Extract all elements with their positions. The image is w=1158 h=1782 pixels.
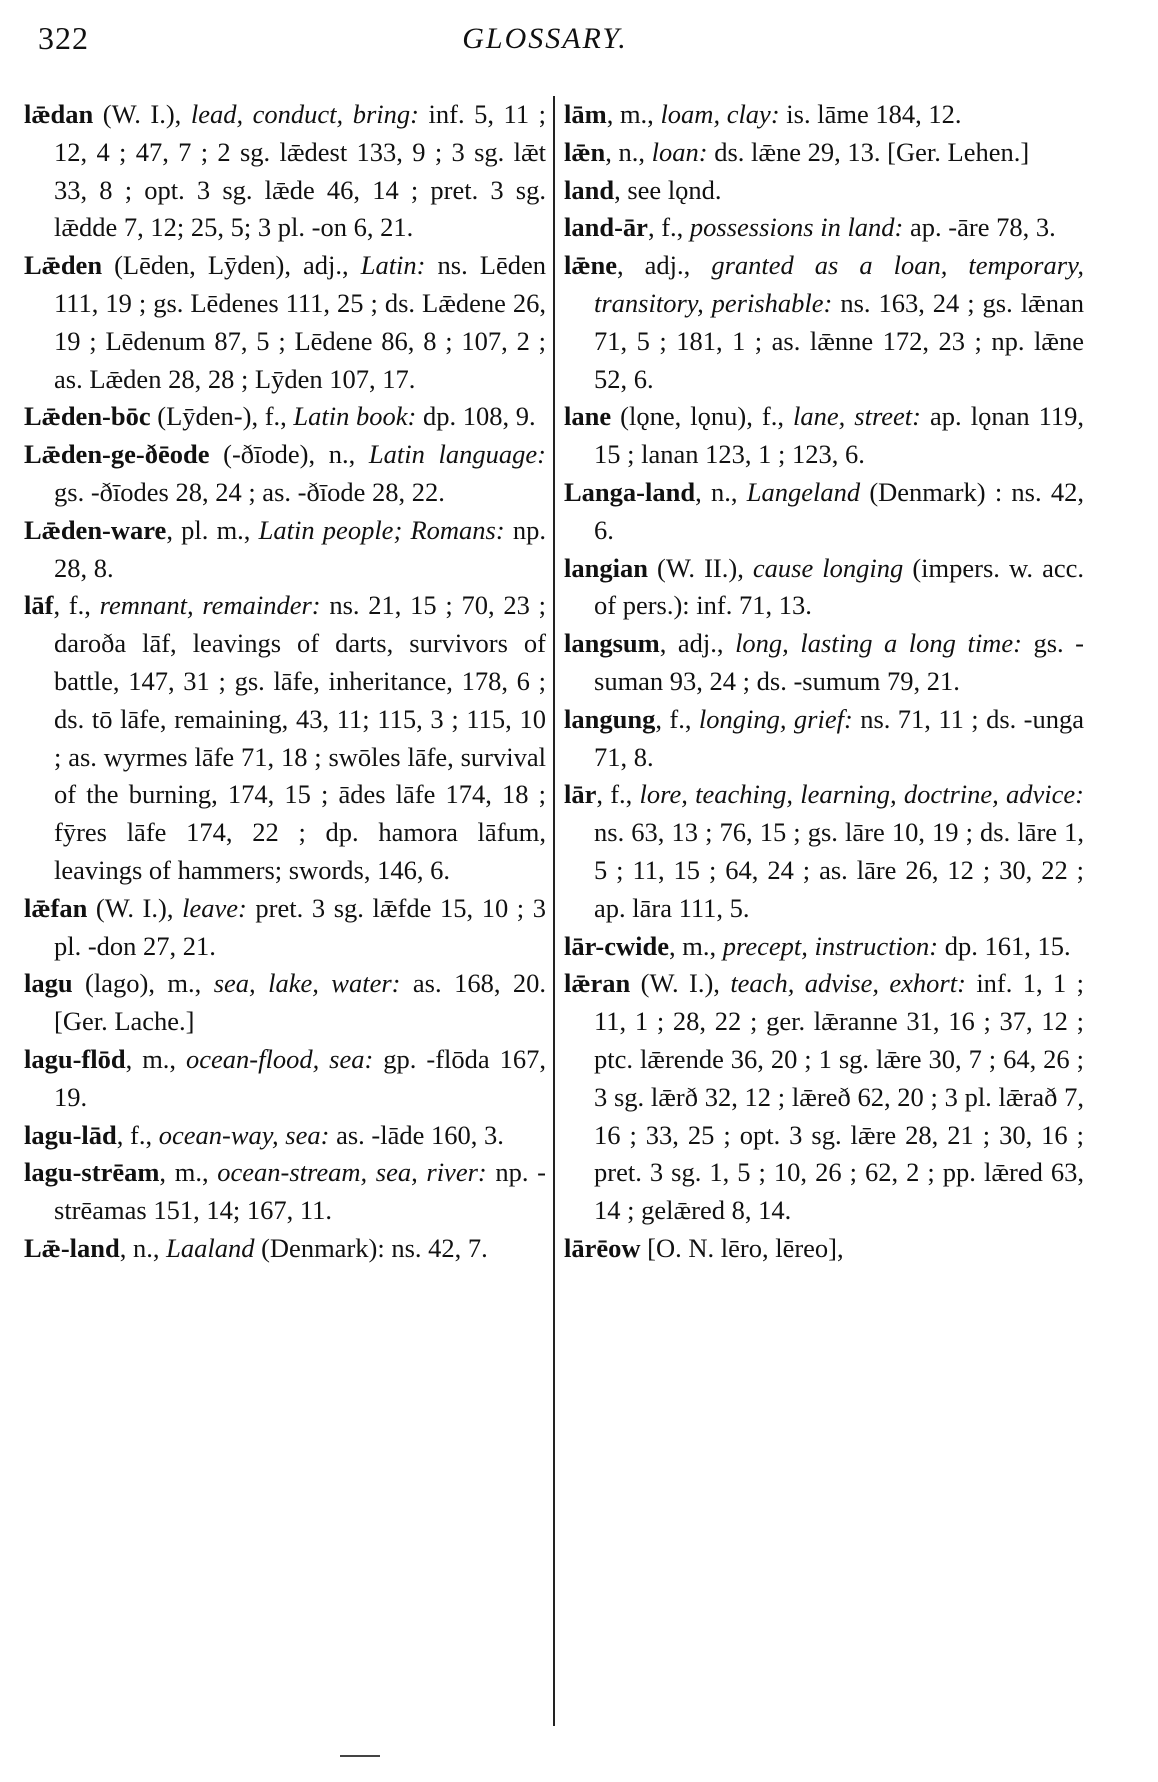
entry-grammar: , n., [695,476,747,507]
glossary-entry [564,398,1084,474]
glossary-entry [564,134,1084,172]
entry-definition: Latin people; Romans: [258,514,505,545]
glossary-entry [24,512,546,588]
entry-citations: (Denmark) : ns. 42, 6. [594,476,1084,545]
entry-definition: lane, street: [792,401,921,432]
entry-citations: ap. -āre 78, 3. [903,212,1056,243]
glossary-entry [564,965,1084,1230]
entry-grammar: , adj., [617,250,712,281]
entry-grammar: (-ðīode), n., [209,439,369,470]
entry-headword: lagu-lād [24,1119,117,1150]
entry-citations: gs. -suman 93, 24 ; ds. -sumum 79, 21. [594,628,1085,696]
entry-grammar: (W. II.), [647,552,753,583]
entry-definition: leave: [182,892,247,923]
entry-headword: lagu-flōd [24,1043,126,1074]
entry-grammar: , f., [596,779,640,810]
entry-citations: lēro, lēreo], [720,1232,844,1263]
entry-headword: Lǣden-bōc [24,401,151,432]
entry-citations: ap. lǫnan 119, 15 ; lanan 123, 1 ; 123, 6. [594,401,1085,470]
entry-citations: as. 168, 20. [Ger. Lache.] [54,968,547,1037]
entry-headword: lārēow [564,1232,641,1263]
entry-headword: land [564,174,615,205]
glossary-entry [564,247,1084,398]
entry-grammar: , n., [605,136,652,167]
glossary-entry [564,928,1084,966]
entry-headword: lām [564,99,607,129]
entry-headword: Langa-land [564,476,696,507]
entry-grammar: [O. N. [640,1232,721,1263]
entry-citations: pret. 3 sg. lǣfde 15, 10 ; 3 pl. -don 27, 21. [54,892,547,961]
entry-citations: inf. 5, 11 ; 12, 4 ; 47, 7 ; 2 sg. lǣdest 133, 9 ; 3 sg. lǣt 33, 8 ; opt. 3 sg. lǣde 46, 14 ; pret. 3 sg. lǣdde 7, 12; 25, 5; 3 pl. -on 6, 21. [54,99,546,243]
glossary-entry [24,436,546,512]
entry-headword: lāf [24,590,54,621]
entry-citations: ds. lǣne 29, 13. [Ger. Lehen.] [707,136,1030,167]
entry-grammar: , f., [53,590,100,621]
column-divider [553,96,555,1726]
entry-definition: loan: [651,136,708,167]
entry-definition: sea, lake, water: [213,968,401,999]
entry-grammar: (Lȳden-), f., [150,401,294,432]
entry-headword: lane [564,401,612,432]
entry-definition: possessions in land: [689,212,904,243]
entry-citations: dp. 161, 15. [938,930,1071,961]
entry-citations: as. -lāde 160, 3. [329,1119,504,1150]
entry-headword: lār-cwide [564,930,669,961]
glossary-entry [564,474,1084,550]
entry-headword: lǣne [564,250,617,281]
entry-headword: langian [564,552,648,583]
entry-headword: lagu [24,968,73,999]
entry-headword: lǣn [564,136,606,167]
entry-grammar: , m., [159,1157,218,1188]
glossary-entry [564,776,1084,927]
entry-headword: lagu-strēam [24,1157,160,1188]
entry-grammar: , pl. m., [166,514,259,545]
glossary-entry [564,172,1084,210]
glossary-entry [24,247,546,398]
entry-citations: np. 28, 8. [54,514,547,583]
left-column [24,96,546,1268]
entry-definition: ocean-stream, sea, river: [217,1157,487,1188]
running-title: GLOSSARY. [462,22,628,55]
entry-grammar: (W. I.), [630,968,731,999]
entry-headword: langsum [564,628,660,659]
entry-citations: np. -strēamas 151, 14; 167, 11. [54,1157,546,1226]
entry-grammar: , f., [647,212,690,243]
entry-headword: land-ār [564,212,648,243]
entry-definition: long, lasting a long time: [735,628,1022,659]
page-header [0,0,1158,70]
entry-headword: langung [564,703,656,734]
entry-citations: ns. 21, 15 ; 70, 23 ; daroða lāf, leavings of darts, survivors of battle, 147, 31 ; gs. lāfe, inheritance, 178, 6 ; ds. tō lāfe, remaining, 43, 11; 115, 3 ; 115, 10 ; as. wyrmes lāfe 71, 18 ; swōles lāfe, survival of the burning, 174, 15 ; ādes lāfe 174, 18 ; fȳres lāfe 174, 22 ; dp. hamora lāfum, leavings of hammers; swords, 146, 6. [54,590,547,885]
entry-definition: ocean-way, sea: [158,1119,330,1150]
entry-headword: Lǣ-land [24,1232,120,1263]
entry-headword: Lǣden-ge-ðēode [24,439,210,470]
page-number: 322 [38,20,89,56]
entry-headword: lǣdan [24,99,94,129]
entry-citations: lǫnd. [667,174,722,205]
glossary-entry [24,398,546,436]
entry-citations: gs. -ðīodes 28, 24 ; as. -ðīode 28, 22. [54,476,445,507]
glossary-entry [564,96,1084,134]
glossary-entry [564,550,1084,626]
entry-definition: teach, advise, exhort: [730,968,966,999]
entry-definition: Langeland [746,476,861,507]
entry-definition: ocean-flood, sea: [186,1043,374,1074]
entry-citations: (Denmark): ns. 42, 7. [254,1232,488,1263]
entry-definition: lore, teaching, learning, doctrine, advice: [639,779,1085,810]
entry-grammar: (W. I.), [87,892,183,923]
ornament-mark [340,1750,380,1757]
entry-citations: inf. 1, 1 ; 11, 1 ; 28, 22 ; ger. lǣranne 31, 16 ; 37, 12 ; ptc. lǣrende 36, 20 ; 1 sg. lǣre 30, 7 ; 64, 26 ; 3 sg. lǣrð 32, 12 ; lǣreð 62, 20 ; 3 pl. lǣrað 7, 16 ; 33, 25 ; opt. 3 sg. lǣre 28, 21 ; 30, 16 ; pret. 3 sg. 1, 5 ; 10, 26 ; 62, 2 ; pp. lǣred 63, 14 ; gelǣred 8, 14. [594,968,1084,1226]
glossary-entry [564,209,1084,247]
entry-headword: lǣran [564,968,631,999]
entry-grammar: (W. I.), [93,99,191,129]
entry-grammar: , f., [116,1119,159,1150]
right-column [564,96,1084,1268]
entry-definition: granted as a loan, temporary, transitory, perishable: [594,250,1084,318]
entry-headword: lār [564,779,597,810]
entry-headword: Lǣden-ware [24,514,167,545]
entry-citations: ns. 71, 11 ; ds. -unga 71, 8. [594,703,1085,772]
entry-definition: cause longing [752,552,904,583]
entry-definition: Latin book: [293,401,417,432]
entry-grammar: , f., [655,703,699,734]
entry-grammar: (lago), m., [72,968,214,999]
glossary-entry [564,625,1084,701]
glossary-entry [24,1117,546,1155]
entry-grammar: (lǫne, lǫnu), f., [611,401,793,432]
entry-citations: gp. -flōda 167, 19. [54,1043,546,1112]
entry-grammar: (Lēden, Lȳden), adj., [102,250,361,281]
entry-citations: ns. 63, 13 ; 76, 15 ; gs. lāre 10, 19 ; ds. lāre 1, 5 ; 11, 15 ; 64, 24 ; as. lāre 26, 12 ; 30, 22 ; ap. lāra 111, 5. [594,817,1084,923]
entry-definition: Latin language: [368,439,546,470]
entry-definition: lead, conduct, bring: [190,99,419,129]
entry-grammar: , n., [119,1232,167,1263]
entry-definition: longing, grief: [698,703,853,734]
glossary-entry [24,890,546,966]
glossary-entry [24,965,546,1041]
glossary-entry [24,1041,546,1117]
entry-definition: loam, clay: [660,99,780,129]
entry-definition: precept, instruction: [722,930,939,961]
entry-citations: ns. 163, 24 ; gs. lǣnan 71, 5 ; 181, 1 ; as. lǣnne 172, 23 ; np. lǣne 52, 6. [594,287,1084,394]
entry-headword: Lǣden [24,250,103,281]
glossary-entry [564,1230,1084,1268]
entry-citations: (impers. w. acc. of pers.): inf. 71, 13. [594,552,1084,621]
entry-citations: is. lāme 184, 12. [779,99,962,129]
entry-definition: Laaland [166,1232,255,1263]
glossary-entry [24,1154,546,1230]
entry-grammar: , adj., [659,628,736,659]
glossary-entry [24,96,546,247]
glossary-entry [24,1230,546,1268]
entry-citations: ns. Lēden 111, 19 ; gs. Lēdenes 111, 25 ; ds. Lǣdene 26, 19 ; Lēdenum 87, 5 ; Lēdene 86, 8 ; 107, 2 ; as. Lǣden 28, 28 ; Lȳden 107, 17. [54,250,546,394]
glossary-entry [24,587,546,889]
entry-definition: remnant, remainder: [99,590,321,621]
glossary-entry [564,701,1084,777]
entry-grammar: , see [614,174,668,205]
entry-headword: lǣfan [24,892,88,923]
entry-definition: Latin: [360,250,426,281]
entry-grammar: , m., [668,930,723,961]
entry-grammar: , m., [606,99,661,129]
entry-citations: dp. 108, 9. [416,401,536,432]
entry-grammar: , m., [125,1043,187,1074]
